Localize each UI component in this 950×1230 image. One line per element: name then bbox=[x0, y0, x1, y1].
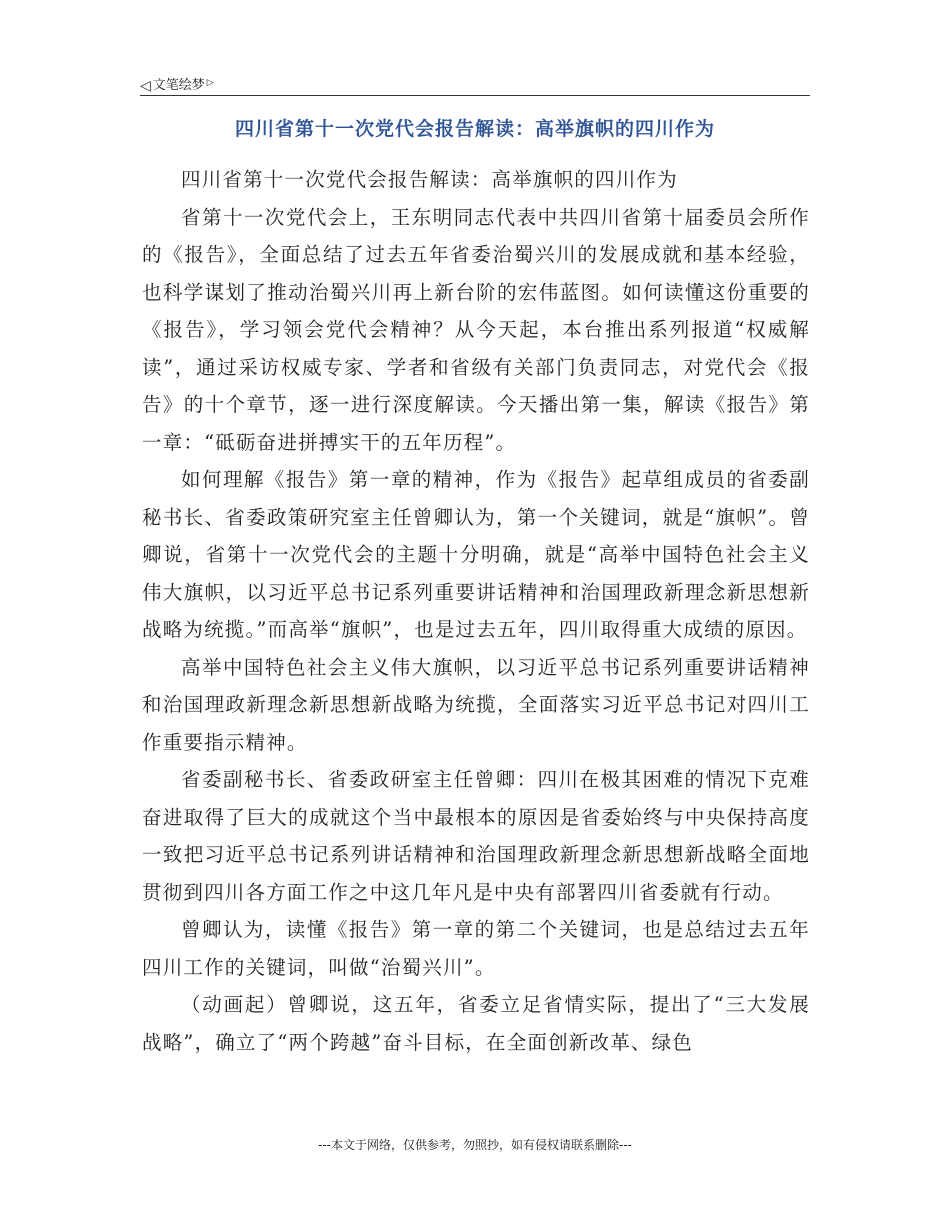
paragraph: 曾卿认为，读懂《报告》第一章的第二个关键词，也是总结过去五年四川工作的关键词，叫做“治蜀兴川”。 bbox=[142, 918, 810, 979]
footer-notice: ---本文于网络，仅供参考，勿照抄，如有侵权请联系删除--- bbox=[318, 1138, 632, 1152]
paragraph: （动画起）曾卿说，这五年，省委立足省情实际，提出了“三大发展战略”，确立了“两个跨越”奋斗目标，在全面创新改革、绿色 bbox=[142, 993, 810, 1054]
paragraph: 高举中国特色社会主义伟大旗帜，以习近平总书记系列重要讲话精神和治国理政新理念新思想新战略为统揽，全面落实习近平总书记对四川工作重要指示精神。 bbox=[142, 655, 810, 754]
document-title: 四川省第十一次党代会报告解读：高举旗帜的四川作为 bbox=[234, 118, 715, 140]
paragraph: 省委副秘书长、省委政研室主任曾卿：四川在极其困难的情况下克难奋进取得了巨大的成就这个当中最根本的原因是省委始终与中央保持高度一致把习近平总书记系列讲话精神和治国理政新理念新思想新战略全面地贯彻到四川各方面工作之中这几年凡是中央有部署四川省委就有行动。 bbox=[142, 768, 810, 904]
paragraph: 省第十一次党代会上，王东明同志代表中共四川省第十届委员会所作的《报告》，全面总结了过去五年省委治蜀兴川的发展成就和基本经验，也科学谋划了推动治蜀兴川再上新台阶的宏伟蓝图。如何读懂这份重要的《报告》，学习领会党代会精神？从今天起，本台推出系列报道“权威解读”，通过采访权威专家、学者和省级有关部门负责同志，对党代会《报告》的十个章节，逐一进行深度解读。今天播出第一集，解读《报告》第一章：“砥砺奋进拼搏实干的五年历程”。 bbox=[142, 205, 810, 454]
left-triangle-icon: ◁ bbox=[140, 78, 151, 94]
right-triangle-icon: ▷ bbox=[206, 78, 214, 88]
page-header bbox=[140, 72, 810, 96]
paragraph: 四川省第十一次党代会报告解读：高举旗帜的四川作为 bbox=[181, 168, 678, 191]
paragraph: 如何理解《报告》第一章的精神，作为《报告》起草组成员的省委副秘书长、省委政策研究室主任曾卿认为，第一个关键词，就是“旗帜”。曾卿说，省第十一次党代会的主题十分明确，就是“高举中国特色社会主义伟大旗帜，以习近平总书记系列重要讲话精神和治国理政新理念新思想新战略为统揽。”而高举“旗帜”，也是过去五年，四川取得重大成绩的原因。 bbox=[142, 468, 810, 641]
document-body bbox=[142, 161, 810, 1061]
header-brand: 文笔绘梦 bbox=[152, 78, 205, 93]
